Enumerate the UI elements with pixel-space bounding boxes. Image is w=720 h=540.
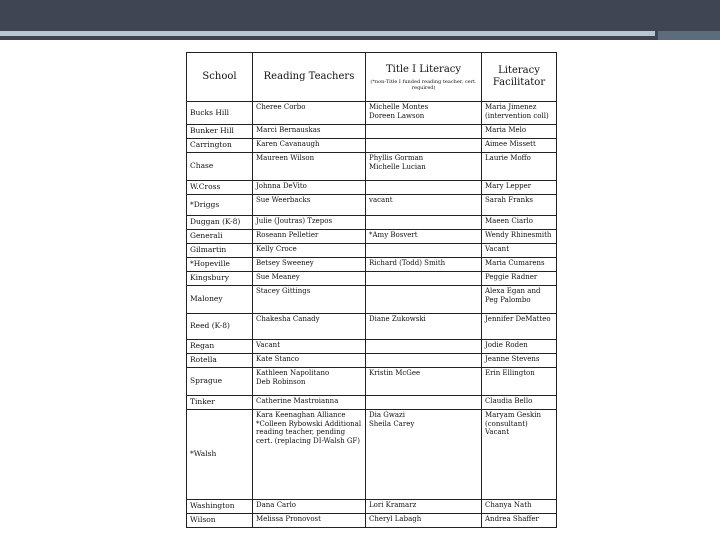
facilitator-cell-text: Aimee Missett	[485, 140, 536, 148]
reading-teacher-cell-text: Betsey Sweeney	[256, 259, 314, 267]
school-cell	[187, 216, 253, 230]
reading-teacher-cell	[253, 139, 366, 153]
title1-cell-text: *Amy Bosvert	[369, 231, 418, 239]
school-cell-text: Wilson	[190, 515, 216, 525]
title1-cell-text: vacant	[369, 196, 393, 204]
reading-teacher-cell	[253, 102, 366, 125]
title1-cell-text: Dia Gwazi Sheila Carey	[369, 411, 415, 428]
reading-teacher-cell-text: Marci Bernauskas	[256, 126, 321, 134]
facilitator-cell	[482, 139, 557, 153]
facilitator-cell-text: Vacant	[485, 245, 510, 253]
school-cell	[187, 258, 253, 272]
school-cell	[187, 500, 253, 514]
facilitator-cell	[482, 272, 557, 286]
table-row	[187, 500, 557, 514]
reading-teacher-cell-text: Karen Cavanaugh	[256, 140, 320, 148]
school-cell-text: *Hopeville	[190, 259, 230, 269]
reading-teacher-cell-text: Catherine Mastroianna	[256, 397, 339, 405]
table-row	[187, 410, 557, 500]
title1-cell	[366, 244, 482, 258]
school-cell-text: W.Cross	[190, 182, 221, 192]
reading-teacher-cell	[253, 514, 366, 528]
title1-cell	[366, 216, 482, 230]
facilitator-cell	[482, 216, 557, 230]
table-row	[187, 181, 557, 195]
facilitator-cell	[482, 314, 557, 340]
facilitator-cell	[482, 340, 557, 354]
school-cell-text: Washington	[190, 501, 235, 511]
school-cell-text: Kingsbury	[190, 273, 229, 283]
facilitator-cell	[482, 125, 557, 139]
title1-cell	[366, 272, 482, 286]
facilitator-cell-text: Jodie Roden	[485, 341, 528, 349]
school-cell-text: *Driggs	[190, 199, 220, 209]
title1-cell	[366, 514, 482, 528]
reading-teacher-cell-text: Stacey Gittings	[256, 287, 311, 295]
reading-teacher-cell-text: Kelly Croce	[256, 245, 297, 253]
table-row	[187, 286, 557, 314]
title1-cell	[366, 125, 482, 139]
school-cell-text: Maloney	[190, 294, 223, 304]
school-cell-text: Carrington	[190, 140, 232, 150]
title1-cell-text: Michelle Montes Doreen Lawson	[369, 103, 429, 120]
school-cell	[187, 340, 253, 354]
school-cell	[187, 354, 253, 368]
table-row	[187, 354, 557, 368]
table-row	[187, 216, 557, 230]
reading-teacher-cell	[253, 354, 366, 368]
school-cell-text: Reed (K-8)	[190, 321, 230, 331]
school-cell	[187, 514, 253, 528]
reading-teacher-cell-text: Kate Stanco	[256, 355, 300, 363]
table-row	[187, 368, 557, 396]
facilitator-cell-text: Maria Cumarens	[485, 259, 545, 267]
facilitator-cell-text: Maria Jimenez (intervention coll)	[485, 103, 549, 120]
title1-cell	[366, 286, 482, 314]
school-cell-text: Tinker	[190, 397, 215, 407]
facilitator-cell-text: Jeanne Stevens	[485, 355, 540, 363]
header-title1-literacy	[366, 53, 482, 102]
facilitator-cell-text: Erin Ellington	[485, 369, 535, 377]
school-cell	[187, 125, 253, 139]
staff-table-container	[186, 52, 552, 528]
reading-teacher-cell	[253, 216, 366, 230]
header-title1-note: (*non-Title I funded reading teacher, cert. required)	[370, 78, 477, 91]
facilitator-cell-text: Alexa Egan and Peg Palombo	[485, 287, 541, 304]
table-row	[187, 244, 557, 258]
facilitator-cell	[482, 153, 557, 181]
reading-teacher-cell	[253, 125, 366, 139]
reading-teacher-cell	[253, 244, 366, 258]
table-row	[187, 230, 557, 244]
title1-cell	[366, 314, 482, 340]
title1-cell-text: Kristin McGee	[369, 369, 421, 377]
header-reading-teachers: Reading Teachers	[253, 53, 366, 102]
facilitator-cell-text: Claudia Bello	[485, 397, 533, 405]
facilitator-cell	[482, 354, 557, 368]
title1-cell	[366, 500, 482, 514]
reading-teacher-cell-text: Johnna DeVito	[256, 182, 307, 190]
reading-teacher-cell	[253, 230, 366, 244]
reading-teacher-cell	[253, 500, 366, 514]
school-cell	[187, 314, 253, 340]
table-row	[187, 514, 557, 528]
facilitator-cell-text: Maeen Ciarlo	[485, 217, 533, 225]
title1-cell-text: Cheryl Labagh	[369, 515, 422, 523]
reading-teacher-cell-text: Dana Carlo	[256, 501, 297, 509]
school-cell	[187, 368, 253, 396]
school-cell	[187, 244, 253, 258]
facilitator-cell	[482, 230, 557, 244]
reading-teacher-cell	[253, 396, 366, 410]
school-cell	[187, 102, 253, 125]
title1-cell-text: Diane Zukowski	[369, 315, 426, 323]
header-title1-label: Title I Literacy	[385, 63, 462, 75]
title1-cell-text: Lori Kramarz	[369, 501, 417, 509]
reading-teacher-cell	[253, 368, 366, 396]
table-row	[187, 314, 557, 340]
title1-cell	[366, 195, 482, 216]
table-row	[187, 258, 557, 272]
reading-teacher-cell-text: Sue Weerbacks	[256, 196, 311, 204]
table-row	[187, 340, 557, 354]
school-cell	[187, 286, 253, 314]
reading-teacher-cell	[253, 181, 366, 195]
table-body	[187, 102, 557, 528]
title1-cell	[366, 368, 482, 396]
reading-teacher-cell-text: Cheree Corbo	[256, 103, 306, 111]
facilitator-cell-text: Sarah Franks	[485, 196, 533, 204]
facilitator-cell	[482, 514, 557, 528]
school-cell	[187, 230, 253, 244]
facilitator-cell	[482, 195, 557, 216]
facilitator-cell-text: Mary Lepper	[485, 182, 532, 190]
facilitator-cell-text: Wendy Rhinesmith	[485, 231, 552, 239]
reading-teacher-cell-text: Julie (Joutras) Tzepos	[256, 217, 333, 225]
table-row	[187, 195, 557, 216]
school-cell-text: Bunker Hill	[190, 126, 234, 136]
title1-cell-text: Richard (Todd) Smith	[369, 259, 446, 267]
reading-teacher-cell	[253, 195, 366, 216]
facilitator-cell	[482, 258, 557, 272]
reading-teacher-cell	[253, 340, 366, 354]
facilitator-cell	[482, 181, 557, 195]
school-cell-text: Bucks Hill	[190, 107, 230, 117]
facilitator-cell-text: Chanya Nath	[485, 501, 532, 509]
facilitator-cell	[482, 286, 557, 314]
accent-block	[658, 31, 720, 40]
header-school: School	[187, 53, 253, 102]
school-cell-text: Rotella	[190, 355, 217, 365]
table-row	[187, 272, 557, 286]
school-cell-text: Chase	[190, 161, 214, 171]
reading-teacher-cell-text: Kathleen Napolitano Deb Robinson	[256, 369, 330, 386]
title1-cell	[366, 139, 482, 153]
reading-teacher-cell-text: Melissa Pronovost	[256, 515, 321, 523]
school-cell	[187, 153, 253, 181]
reading-teacher-cell	[253, 272, 366, 286]
school-cell-text: Generali	[190, 231, 223, 241]
school-cell	[187, 410, 253, 500]
school-cell-text: Regan	[190, 341, 215, 351]
facilitator-cell-text: Andrea Shaffer	[485, 515, 539, 523]
title1-cell	[366, 102, 482, 125]
reading-teacher-cell	[253, 286, 366, 314]
school-cell	[187, 272, 253, 286]
facilitator-cell-text: Maria Melo	[485, 126, 527, 134]
accent-stripe	[0, 31, 655, 36]
reading-teacher-cell-text: Maureen Wilson	[256, 154, 315, 162]
title1-cell	[366, 181, 482, 195]
literacy-staff-table	[186, 52, 557, 528]
facilitator-cell	[482, 102, 557, 125]
reading-teacher-cell	[253, 314, 366, 340]
title1-cell	[366, 354, 482, 368]
title1-cell	[366, 153, 482, 181]
school-cell-text: Sprague	[190, 376, 223, 386]
facilitator-cell	[482, 500, 557, 514]
table-header-row	[187, 53, 557, 102]
school-cell	[187, 195, 253, 216]
title1-cell	[366, 258, 482, 272]
school-cell	[187, 396, 253, 410]
facilitator-cell	[482, 410, 557, 500]
table-row	[187, 125, 557, 139]
header-literacy-facilitator: Literacy Facilitator	[482, 53, 557, 102]
school-cell-text: Gilmartin	[190, 245, 227, 255]
reading-teacher-cell-text: Sue Meaney	[256, 273, 300, 281]
facilitator-cell-text: Maryam Geskin (consultant) Vacant	[485, 411, 541, 436]
facilitator-cell-text: Peggie Radner	[485, 273, 538, 281]
title1-cell	[366, 340, 482, 354]
school-cell-text: *Walsh	[190, 449, 217, 459]
facilitator-cell	[482, 396, 557, 410]
title1-cell	[366, 396, 482, 410]
reading-teacher-cell	[253, 258, 366, 272]
reading-teacher-cell	[253, 153, 366, 181]
table-row	[187, 153, 557, 181]
reading-teacher-cell	[253, 410, 366, 500]
table-row	[187, 396, 557, 410]
facilitator-cell-text: Jennifer DeMatteo	[485, 315, 551, 323]
facilitator-cell	[482, 244, 557, 258]
title1-cell-text: Phyllis Gorman Michelle Lucian	[369, 154, 426, 171]
reading-teacher-cell-text: Vacant	[256, 341, 281, 349]
table-row	[187, 139, 557, 153]
school-cell-text: Duggan (K-8)	[190, 217, 241, 227]
table-row	[187, 102, 557, 125]
title1-cell	[366, 230, 482, 244]
facilitator-cell-text: Laurie Moffo	[485, 154, 531, 162]
school-cell	[187, 181, 253, 195]
facilitator-cell	[482, 368, 557, 396]
reading-teacher-cell-text: Kara Keenaghan Alliance *Colleen Rybowski Additional reading teacher, pending cert. (replacing DI-Walsh GF)	[256, 411, 362, 445]
title1-cell	[366, 410, 482, 500]
school-cell	[187, 139, 253, 153]
reading-teacher-cell-text: Chakesha Canady	[256, 315, 320, 323]
reading-teacher-cell-text: Roseann Pelletier	[256, 231, 319, 239]
